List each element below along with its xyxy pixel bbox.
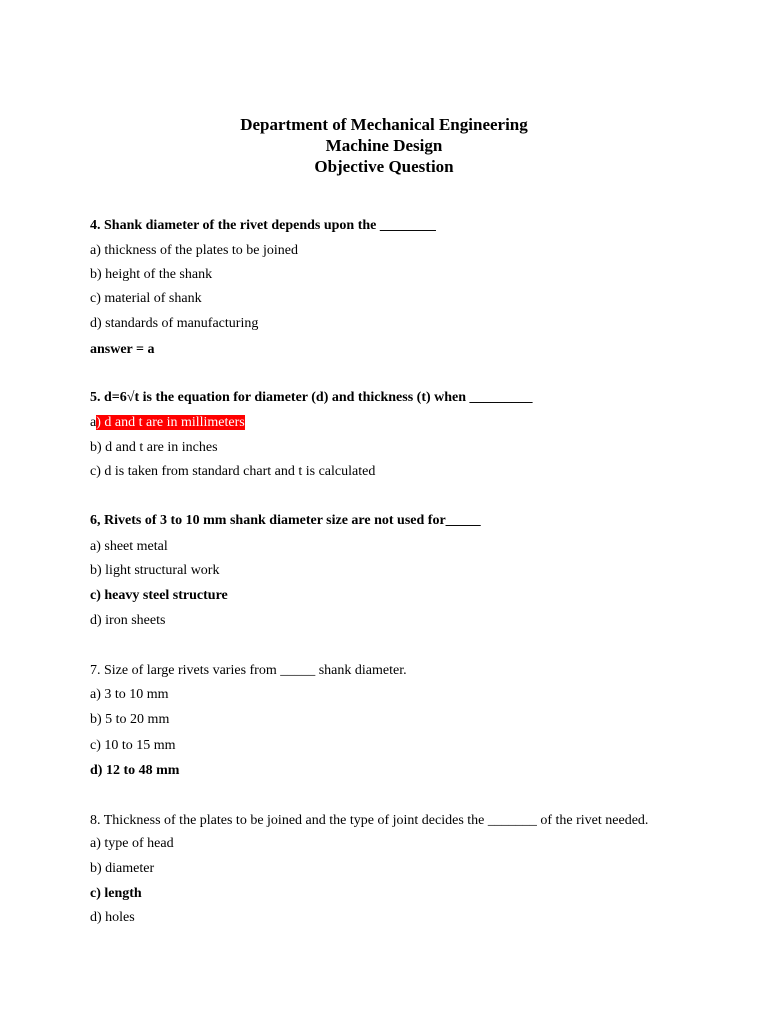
q4-option-a: a) thickness of the plates to be joined: [90, 243, 298, 258]
q7-option-c: c) 10 to 15 mm: [90, 738, 176, 753]
q6-option-d: d) iron sheets: [90, 613, 166, 628]
q6-option-b: b) light structural work: [90, 563, 220, 578]
document-header: [0, 114, 768, 177]
q5-option-a-highlighted: ) d and t are in millimeters: [96, 415, 245, 430]
question-6: 6, Rivets of 3 to 10 mm shank diameter size are not used for_____: [90, 513, 481, 528]
q5-option-a: [90, 414, 245, 432]
question-5: 5. d=6√t is the equation for diameter (d) and thickness (t) when _________: [90, 390, 533, 405]
question-4: 4. Shank diameter of the rivet depends upon the ________: [90, 218, 436, 233]
q4-option-b: b) height of the shank: [90, 267, 213, 282]
q6-option-a: a) sheet metal: [90, 539, 168, 554]
q8-option-a: a) type of head: [90, 836, 174, 851]
q7-option-d: d) 12 to 48 mm: [90, 763, 180, 778]
q7-option-b: b) 5 to 20 mm: [90, 712, 170, 727]
q7-option-a: a) 3 to 10 mm: [90, 687, 169, 702]
section-title: Objective Question: [314, 157, 454, 176]
q6-option-c: c) heavy steel structure: [90, 588, 228, 603]
question-8: 8. Thickness of the plates to be joined and the type of joint decides the _______ of the rivet needed.: [90, 813, 649, 828]
q4-option-d: d) standards of manufacturing: [90, 316, 259, 331]
q4-answer: answer = a: [90, 342, 155, 357]
subject-title: Machine Design: [325, 136, 443, 155]
q5-option-b: b) d and t are in inches: [90, 440, 218, 455]
q4-option-c: c) material of shank: [90, 291, 202, 306]
q5-option-c: c) d is taken from standard chart and t is calculated: [90, 464, 376, 479]
department-title: Department of Mechanical Engineering: [240, 115, 528, 134]
q8-option-b: b) diameter: [90, 861, 155, 876]
q8-option-d: d) holes: [90, 910, 135, 925]
question-7: 7. Size of large rivets varies from _____ shank diameter.: [90, 663, 407, 678]
q8-option-c: c) length: [90, 886, 142, 901]
q5-option-a-prefix: a: [90, 415, 97, 430]
